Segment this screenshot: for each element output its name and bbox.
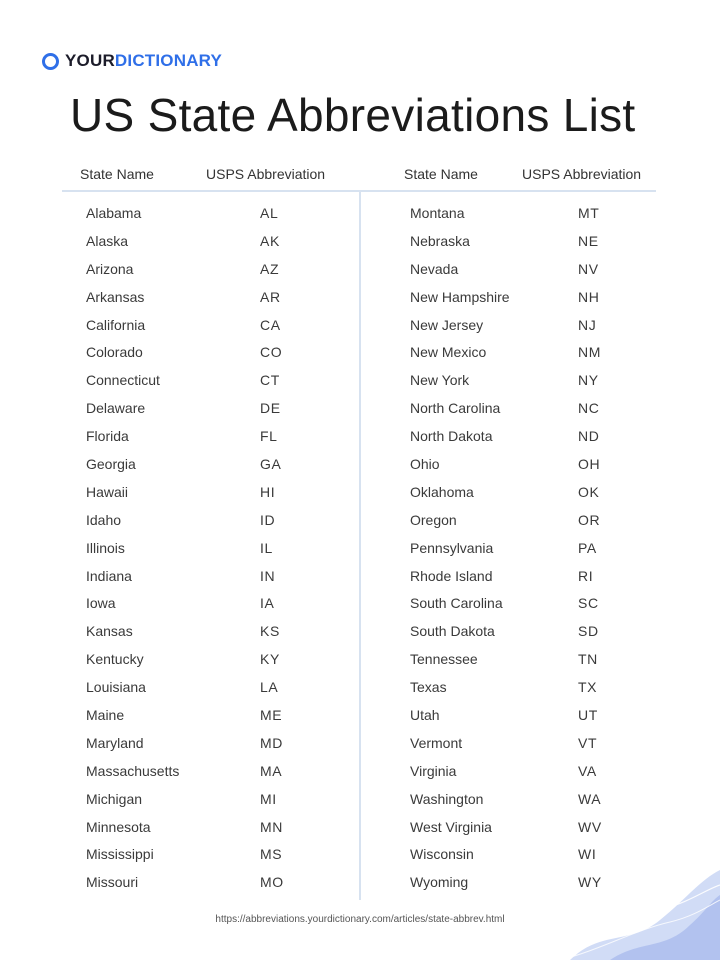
state-row bbox=[410, 730, 602, 758]
column-header-left-usps-abbreviation: USPS Abbreviation bbox=[206, 166, 326, 182]
state-abbreviation: GA bbox=[260, 456, 282, 473]
state-row bbox=[410, 367, 602, 395]
state-list-left bbox=[86, 200, 284, 897]
state-row bbox=[86, 646, 284, 674]
state-row bbox=[410, 590, 602, 618]
state-abbreviation: AZ bbox=[260, 260, 280, 277]
state-abbreviation: MI bbox=[260, 790, 277, 807]
state-row bbox=[410, 200, 602, 228]
ring-logo-icon bbox=[42, 53, 59, 70]
state-abbreviation: OH bbox=[578, 456, 601, 473]
state-row bbox=[86, 395, 284, 423]
column-divider bbox=[359, 190, 361, 900]
state-list-right bbox=[410, 200, 602, 897]
state-name: Georgia bbox=[86, 456, 136, 473]
brand-logo bbox=[42, 50, 222, 72]
state-name: Pennsylvania bbox=[410, 539, 494, 556]
state-abbreviation: VA bbox=[578, 762, 597, 779]
state-row bbox=[86, 563, 284, 591]
state-abbreviation: TN bbox=[578, 651, 598, 668]
state-name: Vermont bbox=[410, 734, 463, 751]
state-name: Michigan bbox=[86, 790, 143, 807]
state-abbreviation: ID bbox=[260, 511, 276, 528]
state-row bbox=[86, 479, 284, 507]
state-name: Maine bbox=[86, 707, 125, 724]
state-name: Maryland bbox=[86, 734, 144, 751]
state-abbreviation: IN bbox=[260, 567, 276, 584]
state-row bbox=[410, 646, 602, 674]
state-row bbox=[86, 841, 284, 869]
state-abbreviation: UT bbox=[578, 707, 598, 724]
state-row bbox=[410, 312, 602, 340]
state-abbreviation: NE bbox=[578, 232, 599, 249]
state-abbreviation: HI bbox=[260, 483, 276, 500]
state-abbreviation: WI bbox=[578, 846, 597, 863]
state-abbreviation: KS bbox=[260, 623, 280, 640]
state-abbreviation: TX bbox=[578, 679, 598, 696]
state-name: Alaska bbox=[86, 232, 129, 249]
state-abbreviation: OK bbox=[578, 483, 600, 500]
state-name: Illinois bbox=[86, 539, 125, 556]
state-name: New York bbox=[410, 372, 470, 389]
state-name: New Mexico bbox=[410, 344, 487, 361]
state-row bbox=[86, 367, 284, 395]
state-name: Indiana bbox=[86, 567, 132, 584]
state-name: Nebraska bbox=[410, 232, 470, 249]
state-abbreviation: CT bbox=[260, 372, 280, 389]
state-name: Utah bbox=[410, 707, 440, 724]
brand-name-part2: DICTIONARY bbox=[114, 51, 223, 70]
state-abbreviation: NH bbox=[578, 288, 600, 305]
state-abbreviation: ND bbox=[578, 428, 600, 445]
state-abbreviation: KY bbox=[260, 651, 280, 668]
state-row bbox=[86, 786, 284, 814]
state-abbreviation: FL bbox=[260, 428, 278, 445]
column-header-right-usps-abbreviation: USPS Abbreviation bbox=[522, 166, 642, 182]
state-name: Minnesota bbox=[86, 818, 151, 835]
state-abbreviation: CA bbox=[260, 316, 281, 333]
state-row bbox=[410, 284, 602, 312]
state-name: Delaware bbox=[86, 400, 146, 417]
state-row bbox=[410, 535, 602, 563]
state-row bbox=[410, 674, 602, 702]
state-name: California bbox=[86, 316, 146, 333]
state-row bbox=[410, 507, 602, 535]
state-abbreviation: MO bbox=[260, 874, 284, 891]
state-abbreviation: IA bbox=[260, 595, 275, 612]
state-name: Arizona bbox=[86, 260, 134, 277]
state-name: Kansas bbox=[86, 623, 133, 640]
state-name: New Jersey bbox=[410, 316, 484, 333]
source-url: https://abbreviations.yourdictionary.com/articles/state-abbrev.html bbox=[215, 914, 505, 925]
state-name: Kentucky bbox=[86, 651, 144, 668]
state-name: Massachusetts bbox=[86, 762, 180, 779]
state-abbreviation: MT bbox=[578, 205, 600, 221]
state-name: Texas bbox=[410, 679, 447, 696]
state-row bbox=[410, 786, 602, 814]
state-abbreviation: NC bbox=[578, 400, 600, 417]
state-abbreviation: PA bbox=[578, 539, 597, 556]
state-name: Louisiana bbox=[86, 679, 146, 696]
state-row bbox=[86, 674, 284, 702]
state-abbreviation: CO bbox=[260, 344, 283, 361]
state-name: Missouri bbox=[86, 874, 139, 891]
state-abbreviation: MA bbox=[260, 762, 283, 779]
state-row bbox=[410, 814, 602, 842]
state-row bbox=[410, 563, 602, 591]
state-name: Mississippi bbox=[86, 846, 154, 863]
page-title: US State Abbreviations List bbox=[70, 89, 636, 141]
state-abbreviation: NJ bbox=[578, 316, 597, 333]
state-abbreviation: WA bbox=[578, 790, 602, 807]
state-name: South Carolina bbox=[410, 595, 503, 612]
column-header-left-state-name: State Name bbox=[80, 166, 154, 182]
state-row bbox=[410, 451, 602, 479]
state-abbreviation: AR bbox=[260, 288, 281, 305]
state-name: North Dakota bbox=[410, 428, 493, 445]
state-abbreviation: MD bbox=[260, 734, 283, 751]
state-name: Nevada bbox=[410, 260, 459, 277]
state-row bbox=[86, 869, 284, 897]
state-name: Oklahoma bbox=[410, 483, 474, 500]
state-row bbox=[86, 618, 284, 646]
state-abbreviation: WV bbox=[578, 818, 602, 835]
state-row bbox=[86, 312, 284, 340]
state-abbreviation: AL bbox=[260, 205, 279, 221]
state-name: Oregon bbox=[410, 511, 457, 528]
state-abbreviation: DE bbox=[260, 400, 281, 417]
brand-name bbox=[65, 51, 222, 71]
state-name: Iowa bbox=[86, 595, 116, 612]
state-row bbox=[410, 479, 602, 507]
brand-name-part1: YOUR bbox=[65, 51, 115, 70]
state-abbreviation: NV bbox=[578, 260, 599, 277]
state-name: Alabama bbox=[86, 205, 142, 221]
state-abbreviation: NM bbox=[578, 344, 601, 361]
state-row bbox=[86, 702, 284, 730]
state-name: Virginia bbox=[410, 762, 457, 779]
state-name: West Virginia bbox=[410, 818, 492, 835]
state-name: Hawaii bbox=[86, 483, 129, 500]
column-header-right-state-name: State Name bbox=[404, 166, 478, 182]
state-name: Tennessee bbox=[410, 651, 478, 668]
state-row bbox=[410, 256, 602, 284]
state-abbreviation: WY bbox=[578, 874, 602, 891]
state-row bbox=[410, 423, 602, 451]
state-row bbox=[86, 814, 284, 842]
state-name: Colorado bbox=[86, 344, 143, 361]
wave-decoration-icon bbox=[550, 850, 720, 960]
state-row bbox=[86, 535, 284, 563]
state-name: New Hampshire bbox=[410, 288, 510, 305]
state-name: Idaho bbox=[86, 511, 122, 528]
state-abbreviation: MS bbox=[260, 846, 283, 863]
state-abbreviation: OR bbox=[578, 511, 601, 528]
state-row bbox=[410, 758, 602, 786]
state-row bbox=[86, 228, 284, 256]
state-name: Rhode Island bbox=[410, 567, 493, 584]
state-row bbox=[86, 758, 284, 786]
state-row bbox=[410, 228, 602, 256]
state-name: Wyoming bbox=[410, 874, 469, 891]
state-row bbox=[410, 339, 602, 367]
state-abbreviation: MN bbox=[260, 818, 283, 835]
state-abbreviation: ME bbox=[260, 707, 283, 724]
state-row bbox=[410, 395, 602, 423]
state-name: Montana bbox=[410, 205, 465, 221]
state-name: Wisconsin bbox=[410, 846, 474, 863]
state-abbreviation: SD bbox=[578, 623, 599, 640]
state-name: Florida bbox=[86, 428, 129, 445]
state-name: Arkansas bbox=[86, 288, 145, 305]
state-abbreviation: SC bbox=[578, 595, 599, 612]
state-row bbox=[86, 507, 284, 535]
state-row bbox=[86, 339, 284, 367]
state-name: North Carolina bbox=[410, 400, 501, 417]
state-row bbox=[86, 423, 284, 451]
state-name: Ohio bbox=[410, 456, 440, 473]
state-abbreviation: LA bbox=[260, 679, 279, 696]
state-abbreviation: RI bbox=[578, 567, 594, 584]
state-row bbox=[86, 284, 284, 312]
state-row bbox=[410, 702, 602, 730]
state-name: Washington bbox=[410, 790, 484, 807]
state-abbreviation: IL bbox=[260, 539, 273, 556]
state-row bbox=[86, 256, 284, 284]
state-abbreviation: AK bbox=[260, 232, 280, 249]
state-name: Connecticut bbox=[86, 372, 160, 389]
state-row bbox=[86, 200, 284, 228]
state-row bbox=[410, 618, 602, 646]
state-name: South Dakota bbox=[410, 623, 495, 640]
state-row bbox=[86, 730, 284, 758]
state-abbreviation: VT bbox=[578, 734, 598, 751]
state-row bbox=[86, 451, 284, 479]
state-row bbox=[86, 590, 284, 618]
state-abbreviation: NY bbox=[578, 372, 599, 389]
